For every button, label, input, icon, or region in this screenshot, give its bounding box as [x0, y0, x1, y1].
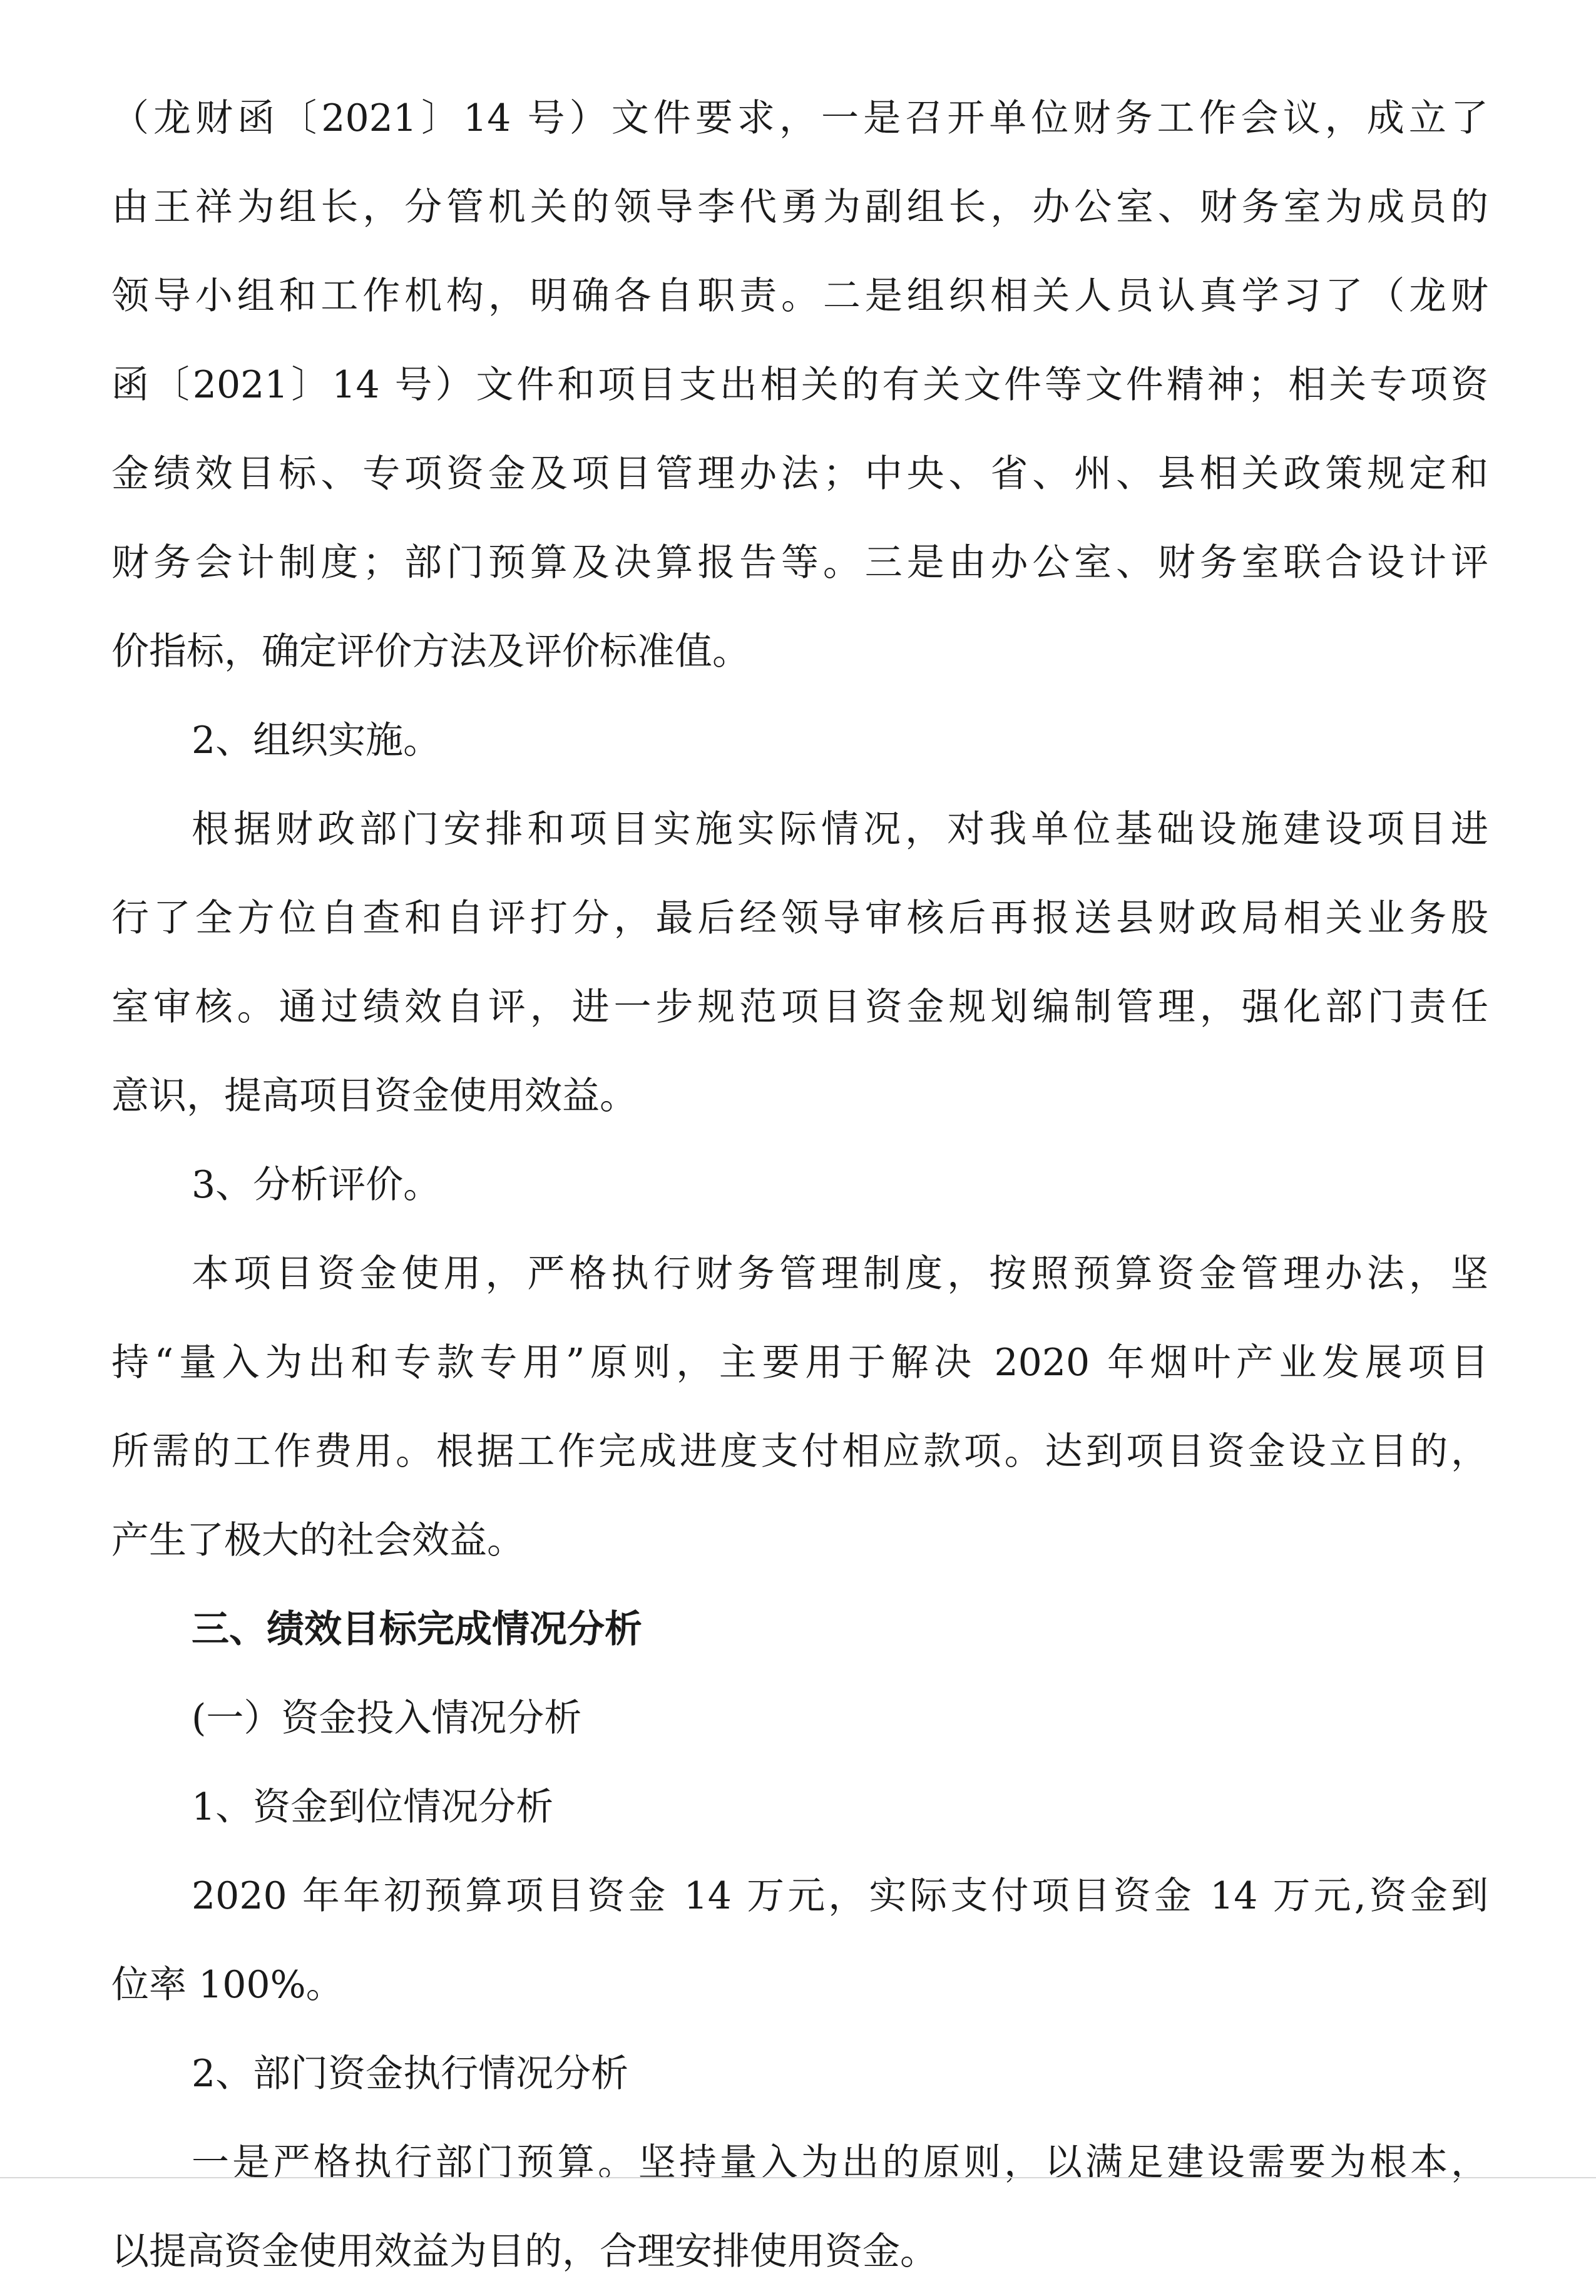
paragraph-line: 2020 年年初预算项目资金 14 万元，实际支付项目资金 14 万元,资金到: [192, 1874, 1488, 1918]
paragraph-line: 金绩效目标、专项资金及项目管理办法；中央、省、州、县相关政策规定和: [111, 452, 1488, 496]
scan-edge-line: [0, 2177, 1596, 2178]
paragraph-line: 产生了极大的社会效益。: [111, 1519, 524, 1562]
paragraph-line: 根据财政部门安排和项目实施实际情况，对我单位基础设施建设项目进: [192, 807, 1488, 851]
paragraph-line: 所需的工作费用。根据工作完成进度支付相应款项。达到项目资金设立目的，: [111, 1430, 1488, 1473]
paragraph-execution: [111, 2118, 1488, 2296]
paragraph-line: 本项目资金使用，严格执行财务管理制度，按照预算资金管理办法，坚: [192, 1252, 1488, 1296]
paragraph-line: 以提高资金使用效益为目的，合理安排使用资金。: [111, 2230, 938, 2273]
paragraph-line: 财务会计制度；部门预算及决算报告等。三是由办公室、财务室联合设计评: [111, 541, 1488, 585]
paragraph-line: 由王祥为组长，分管机关的领导李代勇为副组长，办公室、财务室为成员的: [111, 185, 1488, 229]
paragraph-line: 持“量入为出和专款专用”原则，主要用于解决 2020 年烟叶产业发展项目: [111, 1341, 1488, 1385]
paragraph-line: 室审核。通过绩效自评，进一步规范项目资金规划编制管理，强化部门责任: [111, 985, 1488, 1029]
chapter-title-performance: 三、绩效目标完成情况分析: [192, 1607, 642, 1651]
paragraph-line: 函〔2021〕14 号）文件和项目支出相关的有关文件等文件精神；相关专项资: [111, 363, 1488, 407]
paragraph-implementation: [111, 785, 1488, 1140]
paragraph-line: 一是严格执行部门预算。坚持量入为出的原则，以满足建设需要为根本，: [192, 2141, 1488, 2185]
section-title-organization: 2、组织实施。: [192, 719, 441, 762]
paragraph-funding: [111, 1852, 1488, 2029]
paragraph-line: 领导小组和工作机构，明确各自职责。二是组织相关人员认真学习了（龙财: [111, 274, 1488, 318]
paragraph-analysis: [111, 1229, 1488, 1585]
paragraph-line: 意识，提高项目资金使用效益。: [111, 1074, 637, 1118]
document-body: [111, 74, 1488, 2296]
paragraph-line: 行了全方位自查和自评打分，最后经领导审核后再报送县财政局相关业务股: [111, 896, 1488, 940]
item-title-funding-arrival: 1、资金到位情况分析: [192, 1785, 554, 1829]
paragraph-line: 价指标，确定评价方法及评价标准值。: [111, 630, 750, 674]
paragraph-line: 位率 100%。: [111, 1963, 344, 2007]
paragraph-line: （龙财函〔2021〕14 号）文件要求，一是召开单位财务工作会议，成立了: [111, 96, 1488, 140]
subsection-title-funding-input: (一）资金投入情况分析: [192, 1696, 582, 1740]
paragraph-intro: [111, 74, 1488, 696]
item-title-fund-execution: 2、部门资金执行情况分析: [192, 2052, 629, 2096]
section-title-analysis: 3、分析评价。: [192, 1163, 441, 1207]
